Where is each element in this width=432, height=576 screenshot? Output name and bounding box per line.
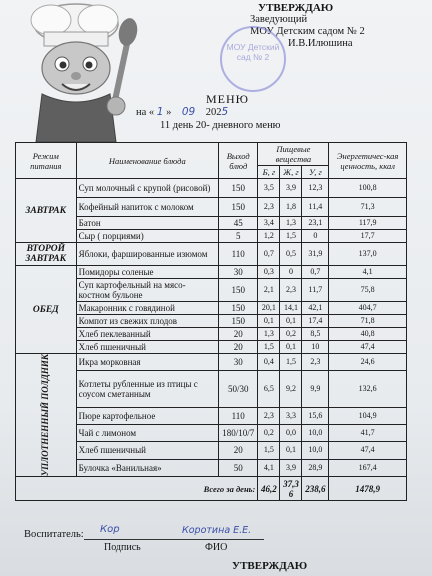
dish-cell: Сыр ( порциями) [76, 230, 218, 243]
dish-cell: Батон [76, 217, 218, 230]
protein-cell: 1,3 [258, 328, 280, 341]
official-stamp: МОУ Детский сад № 2 [220, 26, 286, 92]
energy-cell: 17,7 [329, 230, 407, 243]
protein-cell: 2,1 [258, 279, 280, 302]
protein-cell: 1,2 [258, 230, 280, 243]
table-row [16, 179, 407, 198]
header-energy: Энергетичес-кая ценность, ккал [329, 143, 407, 179]
handwritten-name: Коротина Е.Е. [182, 525, 252, 536]
energy-cell: 47,4 [329, 341, 407, 354]
regime-cell: ВТОРОЙ ЗАВТРАК [16, 243, 77, 266]
carbs-cell: 42,1 [302, 302, 329, 315]
energy-cell: 100,8 [329, 179, 407, 198]
dish-cell: Хлеб пшеничный [76, 341, 218, 354]
yield-cell: 30 [219, 354, 258, 371]
date-year-suffix: 5 [221, 106, 229, 118]
energy-cell: 137,0 [329, 243, 407, 266]
protein-cell: 1,5 [258, 341, 280, 354]
protein-cell: 0,7 [258, 243, 280, 266]
yield-cell: 30 [219, 266, 258, 279]
dish-cell: Чай с лимоном [76, 424, 218, 441]
approval-org: МОУ Детским садом № 2 [250, 26, 365, 37]
fat-cell: 9,2 [280, 371, 302, 407]
protein-cell: 20,1 [258, 302, 280, 315]
yield-cell: 50 [219, 459, 258, 476]
regime-cell: ЗАВТРАК [16, 179, 77, 243]
protein-cell: 1,5 [258, 442, 280, 459]
header-carbs: У, г [302, 166, 329, 179]
energy-cell: 71,3 [329, 198, 407, 217]
dish-cell: Суп молочный с крупой (рисовой) [76, 179, 218, 198]
dish-cell: Суп картофельный на мясо-костном бульоне [76, 279, 218, 302]
fat-cell: 0,0 [280, 424, 302, 441]
protein-cell: 3,5 [258, 179, 280, 198]
carbs-cell: 8,5 [302, 328, 329, 341]
yield-cell: 150 [219, 198, 258, 217]
menu-subtitle: 11 день 20- дневного меню [160, 120, 281, 131]
regime-vertical-label: УПЛОТНЕННЫЙ ПОЛДНИК [40, 354, 51, 477]
yield-cell: 150 [219, 302, 258, 315]
total-carbs: 238,6 [302, 477, 329, 501]
yield-cell: 45 [219, 217, 258, 230]
yield-cell: 110 [219, 407, 258, 424]
energy-cell: 117,9 [329, 217, 407, 230]
table-header-row [16, 143, 407, 166]
protein-cell: 2,3 [258, 407, 280, 424]
fat-cell: 1,8 [280, 198, 302, 217]
energy-cell: 24,6 [329, 354, 407, 371]
protein-cell: 4,1 [258, 459, 280, 476]
protein-cell: 0,2 [258, 424, 280, 441]
carbs-cell: 15,6 [302, 407, 329, 424]
yield-cell: 150 [219, 315, 258, 328]
protein-cell: 0,3 [258, 266, 280, 279]
dish-cell: Яблоки, фаршированные изюмом [76, 243, 218, 266]
fat-cell: 3,9 [280, 179, 302, 198]
total-fat: 37,3 6 [280, 477, 302, 501]
protein-cell: 3,4 [258, 217, 280, 230]
energy-cell: 47,4 [329, 442, 407, 459]
menu-date [136, 106, 228, 118]
dish-cell: Пюре картофельное [76, 407, 218, 424]
fat-cell: 0,1 [280, 315, 302, 328]
carbs-cell: 0 [302, 230, 329, 243]
yield-cell: 180/10/7 [219, 424, 258, 441]
fat-cell: 1,3 [280, 217, 302, 230]
fat-cell: 0,5 [280, 243, 302, 266]
carbs-cell: 0,7 [302, 266, 329, 279]
signature-label: Подпись [104, 542, 141, 553]
yield-cell: 110 [219, 243, 258, 266]
date-prefix: на « [136, 107, 155, 118]
carbs-cell: 17,4 [302, 315, 329, 328]
handwritten-signature: Кор [100, 524, 120, 535]
carbs-cell: 28,9 [302, 459, 329, 476]
yield-cell: 50/30 [219, 371, 258, 407]
dish-cell: Икра морковная [76, 354, 218, 371]
yield-cell: 20 [219, 328, 258, 341]
approval-title: УТВЕРЖДАЮ [258, 2, 334, 14]
energy-cell: 75,8 [329, 279, 407, 302]
dish-cell: Хлеб пеклеванный [76, 328, 218, 341]
fio-label: ФИО [205, 542, 228, 553]
regime-cell: ОБЕД [16, 266, 77, 354]
fat-cell: 3,9 [280, 459, 302, 476]
next-page-approval-title: УТВЕРЖДАЮ [232, 560, 308, 572]
header-yield: Выход блюд [219, 143, 258, 179]
dish-cell: Булочка «Ванильная» [76, 459, 218, 476]
carbs-cell: 10,0 [302, 424, 329, 441]
date-quote: » [166, 107, 172, 118]
dish-cell: Компот из свежих плодов [76, 315, 218, 328]
fat-cell: 0 [280, 266, 302, 279]
yield-cell: 20 [219, 341, 258, 354]
energy-cell: 71,8 [329, 315, 407, 328]
date-year-prefix: 202 [205, 107, 222, 118]
protein-cell: 6,5 [258, 371, 280, 407]
fat-cell: 1,5 [280, 354, 302, 371]
regime-cell [16, 354, 77, 477]
energy-cell: 167,4 [329, 459, 407, 476]
dish-cell: Помидоры соленые [76, 266, 218, 279]
carbs-cell: 9,9 [302, 371, 329, 407]
yield-cell: 150 [219, 179, 258, 198]
approval-position: Заведующий [250, 14, 308, 25]
fat-cell: 3,3 [280, 407, 302, 424]
carbs-cell: 31,9 [302, 243, 329, 266]
energy-cell: 404,7 [329, 302, 407, 315]
menu-table [15, 142, 407, 501]
carbs-cell: 12,3 [302, 179, 329, 198]
fat-cell: 2,3 [280, 279, 302, 302]
total-label: Всего за день: [16, 477, 258, 501]
menu-title: МЕНЮ [206, 92, 249, 106]
total-energy: 1478,9 [329, 477, 407, 501]
menu-table-body [16, 179, 407, 501]
chef-boy-illustration [6, 2, 156, 142]
carbs-cell: 23,1 [302, 217, 329, 230]
dish-cell: Макаронник с говядиной [76, 302, 218, 315]
carbs-cell: 2,3 [302, 354, 329, 371]
header-regime: Режим питания [16, 143, 77, 179]
carbs-cell: 10 [302, 341, 329, 354]
dish-cell: Хлеб пшеничный [76, 442, 218, 459]
energy-cell: 104,9 [329, 407, 407, 424]
table-row [16, 266, 407, 279]
protein-cell: 0,1 [258, 315, 280, 328]
energy-cell: 41,7 [329, 424, 407, 441]
energy-cell: 132,6 [329, 371, 407, 407]
yield-cell: 150 [219, 279, 258, 302]
carbs-cell: 11,7 [302, 279, 329, 302]
total-protein: 46,2 [258, 477, 280, 501]
header-protein: Б, г [258, 166, 280, 179]
yield-cell: 20 [219, 442, 258, 459]
protein-cell: 2,3 [258, 198, 280, 217]
dish-cell: Кофейный напиток с молоком [76, 198, 218, 217]
fat-cell: 0,1 [280, 442, 302, 459]
header-dish: Наименование блюда [76, 143, 218, 179]
yield-cell: 5 [219, 230, 258, 243]
dish-cell: Котлеты рубленные из птицы с соусом сметанным [76, 371, 218, 407]
header-nutrients: Пищевые вещества [258, 143, 329, 166]
energy-cell: 4,1 [329, 266, 407, 279]
date-month: 09 [181, 106, 196, 118]
table-row [16, 243, 407, 266]
energy-cell: 40,8 [329, 328, 407, 341]
fat-cell: 0,1 [280, 341, 302, 354]
carbs-cell: 10,0 [302, 442, 329, 459]
fat-cell: 1,5 [280, 230, 302, 243]
fat-cell: 14,1 [280, 302, 302, 315]
fat-cell: 0,2 [280, 328, 302, 341]
table-row [16, 354, 407, 371]
date-day: 1 [156, 106, 164, 118]
caregiver-label: Воспитатель: [24, 529, 84, 540]
protein-cell: 0,4 [258, 354, 280, 371]
carbs-cell: 11,4 [302, 198, 329, 217]
approval-signature-name: И.В.Илюшина [288, 38, 353, 49]
header-fat: Ж, г [280, 166, 302, 179]
total-row [16, 477, 407, 501]
